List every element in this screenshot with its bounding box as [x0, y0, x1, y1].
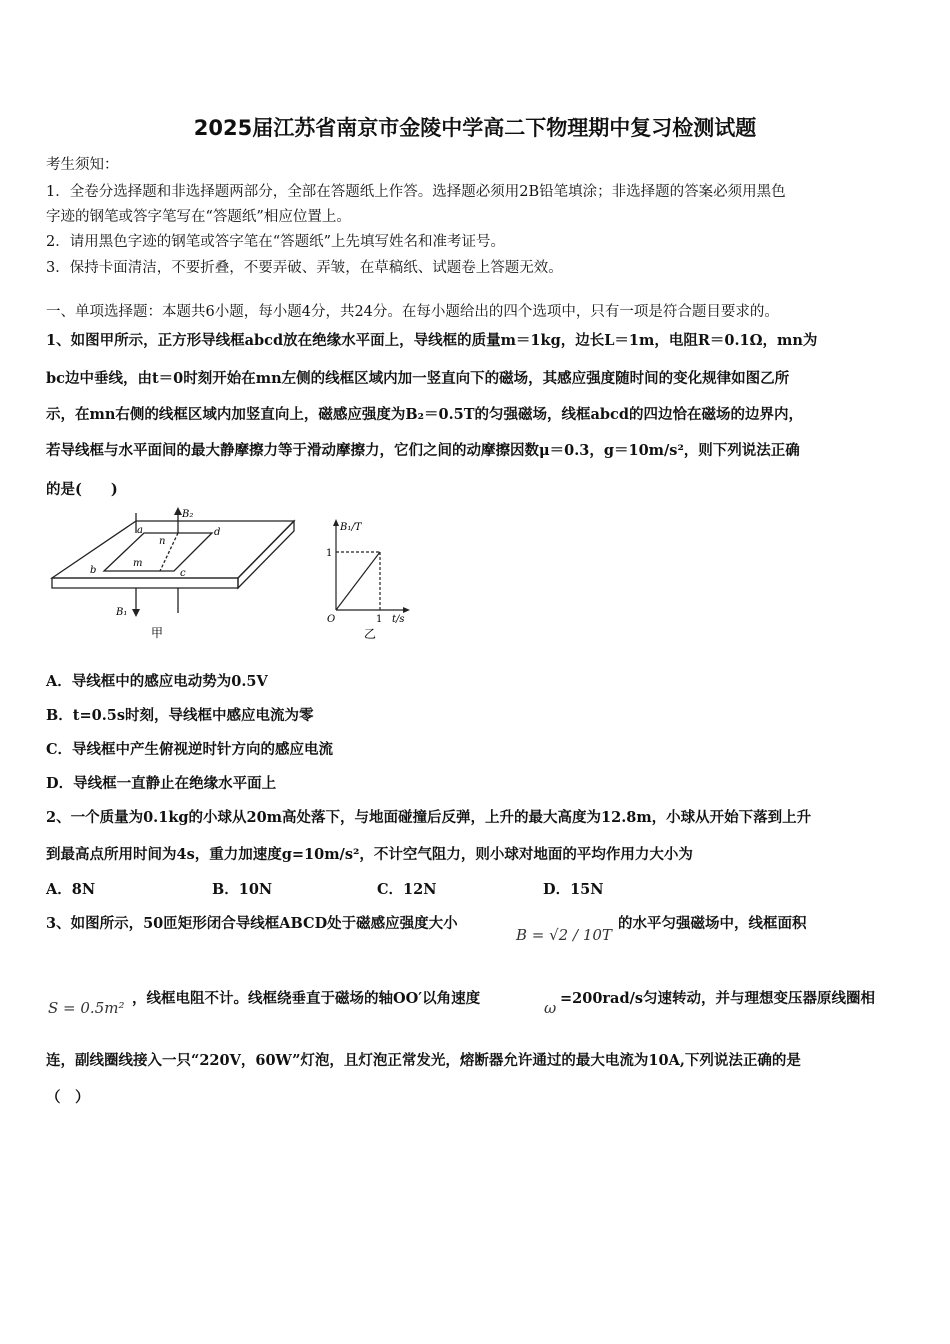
figure-jia: [44, 503, 302, 643]
q3-text-line: 连，副线圈线接入一只“220V，60W”灯泡，且灯泡正常发光，熔断器允许通过的最大电流为10A,下列说法正确的是: [46, 1052, 801, 1069]
q2-option-d: D．15N: [543, 881, 604, 898]
q3-text-line: 3、如图所示，50匝矩形闭合导线框ABCD处于磁感应强度大小: [46, 915, 458, 932]
q2-option-b: B．10N: [212, 881, 273, 898]
q3-text-line: （ ）: [46, 1089, 90, 1106]
fig-label-a: a: [137, 525, 143, 536]
q1-option-a: A．导线框中的感应电动势为0.5V: [46, 673, 268, 690]
plate-side: [238, 521, 294, 588]
q1-text-line: 若导线框与水平面间的最大静摩擦力等于滑动摩擦力，它们之间的动摩擦因数μ＝0.3，g＝10m/s²，则下列说法正确: [46, 442, 800, 459]
fig-label-n: n: [159, 536, 166, 547]
q2-text-line: 到最高点所用时间为4s，重力加速度g=10m/s²，不计空气阻力，则小球对地面的平均作用力大小为: [46, 846, 693, 863]
q3-text-line: =200rad/s匀速转动，并与理想变压器原线圈相: [560, 990, 876, 1007]
notice-item: 3．保持卡面清洁，不要折叠，不要弄破、弄皱，在草稿纸、试题卷上答题无效。: [46, 260, 563, 276]
q1-option-d: D．导线框一直静止在绝缘水平面上: [46, 775, 277, 792]
notice-item: 1．全卷分选择题和非选择题两部分，全部在答题纸上作答。选择题必须用2B铅笔填涂；非选择题的答案必须用黑色: [46, 184, 786, 200]
q3-text-line: 的水平匀强磁场中，线框面积: [618, 915, 807, 932]
fig-label-b: b: [90, 565, 97, 576]
formula-b: B = √2 / 10T: [516, 926, 612, 944]
y-tick-label: 1: [326, 548, 333, 559]
q1-option-c: C．导线框中产生俯视逆时针方向的感应电流: [46, 741, 334, 758]
y-axis-label: B₁/T: [340, 522, 362, 533]
q2-option-c: C．12N: [377, 881, 437, 898]
plate-front: [52, 578, 238, 588]
section-heading: 一、单项选择题：本题共6小题，每小题4分，共24分。在每小题给出的四个选项中，只有一项是符合题目要求的。: [46, 304, 779, 320]
origin-label: O: [327, 614, 336, 625]
b1-line: [336, 552, 380, 610]
q3-text-line: ，线框电阻不计。线框绕垂直于磁场的轴OO′以角速度: [132, 990, 481, 1007]
figure-yi: [318, 516, 418, 644]
fig-caption-yi: 乙: [364, 627, 377, 641]
q1-text-line: bc边中垂线，由t＝0时刻开始在mn左侧的线框区域内加一竖直向下的磁场，其感应强度随时间的变化规律如图乙所: [46, 370, 790, 387]
q1-text-line: 1、如图甲所示，正方形导线框abcd放在绝缘水平面上，导线框的质量m＝1kg，边长L＝1m，电阻R＝0.1Ω，mn为: [46, 332, 818, 349]
q1-option-b: B．t=0.5s时刻，导线框中感应电流为零: [46, 707, 314, 724]
plate-top: [52, 521, 294, 578]
fig-label-m: m: [133, 558, 143, 569]
fig-label-b2: B₂: [182, 509, 194, 520]
fig-label-b1: B₁: [116, 607, 128, 618]
fig-label-c: c: [180, 568, 186, 579]
notice-item: 字迹的钢笔或答字笔写在“答题纸”相应位置上。: [46, 209, 351, 225]
q2-option-a: A．8N: [46, 881, 96, 898]
fig-label-d: d: [214, 527, 221, 538]
wire-frame: [104, 533, 212, 571]
formula-s: S = 0.5m²: [48, 999, 125, 1017]
x-tick-label: 1: [376, 614, 383, 625]
notice-heading: 考生须知：: [46, 157, 119, 173]
x-axis-label: t/s: [392, 614, 405, 625]
formula-omega: ω: [544, 999, 557, 1017]
page-title: 2025届江苏省南京市金陵中学高二下物理期中复习检测试题: [193, 116, 757, 140]
fig-caption-jia: 甲: [151, 626, 164, 640]
q1-text-line: 示，在mn右侧的线框区域内加竖直向上，磁感应强度为B₂＝0.5T的匀强磁场，线框abcd的四边恰在磁场的边界内，: [46, 406, 804, 423]
q2-text-line: 2、一个质量为0.1kg的小球从20m高处落下，与地面碰撞后反弹，上升的最大高度为12.8m，小球从开始下落到上升: [46, 809, 812, 826]
q1-text-line: 的是( ): [46, 481, 118, 498]
notice-item: 2．请用黑色字迹的钢笔或答字笔在“答题纸”上先填写姓名和准考证号。: [46, 234, 506, 250]
